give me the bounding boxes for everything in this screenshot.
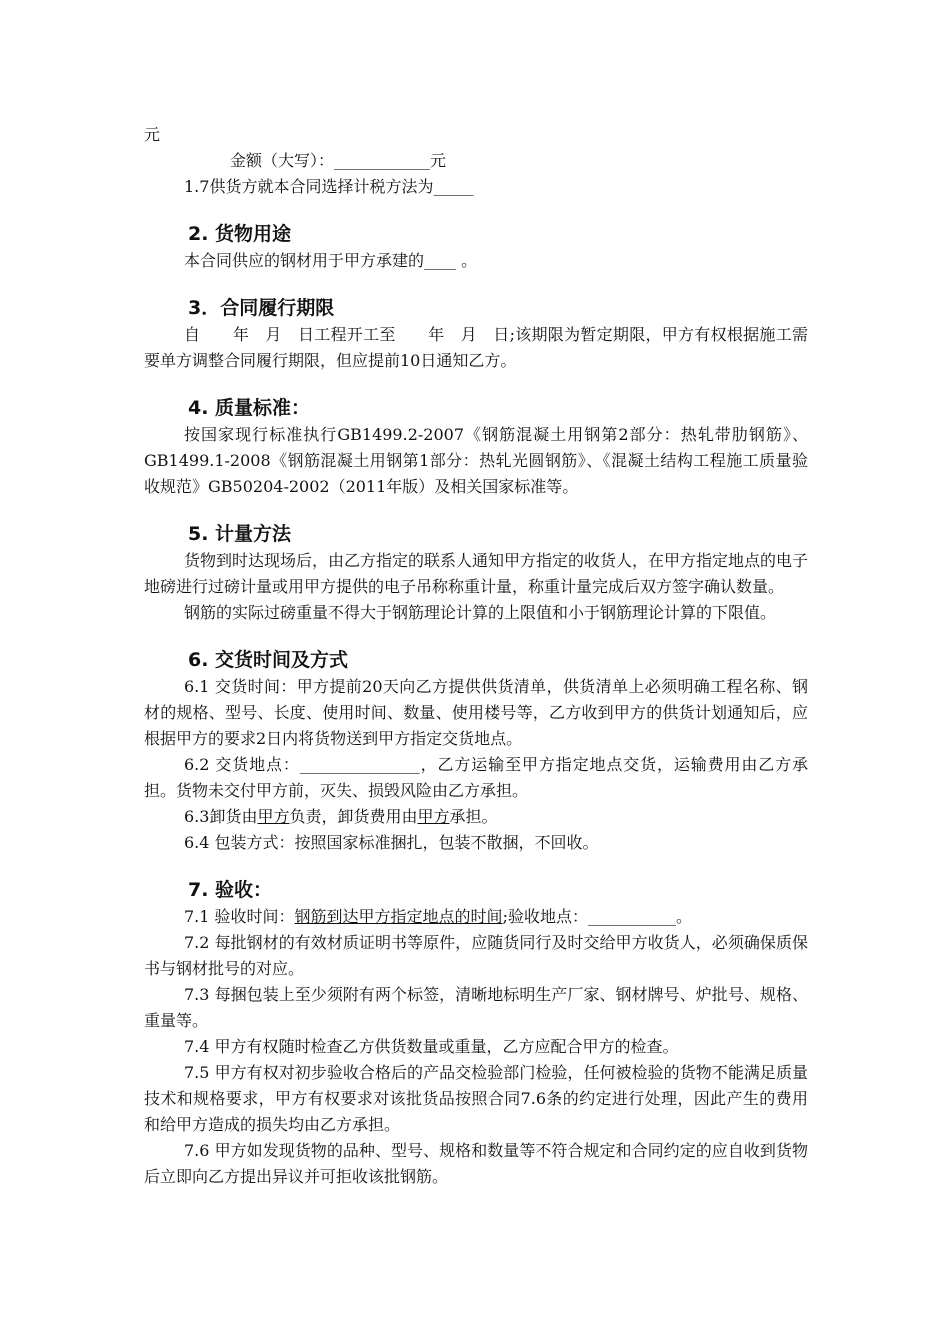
section-7-heading: 7. 验收： (188, 879, 273, 901)
clause-6-4: 6.4 包装方式：按照国家标准捆扎，包装不散捆，不回收。 (184, 833, 599, 852)
clause-6-2: 6.2 交货地点：_______________，乙方运输至甲方指定地点交货，运输费用由乙方承担。货物未交付甲方前，灭失、损毁风险由乙方承担。 (144, 755, 808, 800)
clause-7-4: 7.4 甲方有权随时检查乙方供货数量或重量，乙方应配合甲方的检查。 (184, 1037, 679, 1056)
clause-6-3-party-1: 甲方 (257, 807, 290, 826)
clause-7-5: 7.5 甲方有权对初步验收合格后的产品交检验部门检验，任何被检验的货物不能满足质量技术和规格要求，甲方有权要求对该批货品按照合同7.6条的约定进行处理，因此产生的费用和给甲方造成的损失均由乙方承担。 (144, 1063, 808, 1134)
section-4-heading: 4. 质量标准： (188, 397, 311, 419)
section-5-para-2: 钢筋的实际过磅重量不得大于钢筋理论计算的上限值和小于钢筋理论计算的下限值。 (184, 603, 777, 622)
tax-method-clause: 1.7供货方就本合同选择计税方法为_____ (184, 177, 474, 196)
clause-7-6: 7.6 甲方如发现货物的品种、型号、规格和数量等不符合规定和合同约定的应自收到货物后立即向乙方提出异议并可拒收该批钢筋。 (144, 1141, 808, 1186)
clause-7-1-location: ;验收地点：___________。 (502, 907, 692, 926)
currency-unit: 元 (144, 125, 161, 144)
clause-7-2: 7.2 每批钢材的有效材质证明书等原件，应随货同行及时交给甲方收货人，必须确保质保书与钢材批号的对应。 (144, 933, 808, 978)
clause-7-1-time: 钢筋到达甲方指定地点的时间 (294, 907, 503, 926)
section-3-text: 自 年 月 日工程开工至 年 月 日;该期限为暂定期限，甲方有权根据施工需要单方调整合同履行期限，但应提前10日通知乙方。 (144, 325, 808, 370)
clause-6-3-party-2: 甲方 (417, 807, 450, 826)
section-2-text: 本合同供应的钢材用于甲方承建的____ 。 (184, 251, 478, 270)
section-5-para-1: 货物到时达现场后，由乙方指定的联系人通知甲方指定的收货人，在甲方指定地点的电子地磅进行过磅计量或用甲方提供的电子吊称称重计量，称重计量完成后双方签字确认数量。 (144, 551, 809, 596)
section-3-heading: 3．合同履行期限 (188, 297, 335, 319)
clause-6-3 (144, 804, 808, 830)
contract-page (144, 122, 808, 1190)
clause-7-3: 7.3 每捆包装上至少须附有两个标签，清晰地标明生产厂家、钢材牌号、炉批号、规格、重量等。 (144, 985, 808, 1030)
section-2-heading: 2. 货物用途 (188, 223, 292, 245)
section-6-heading: 6. 交货时间及方式 (188, 649, 349, 671)
clause-6-1: 6.1 交货时间：甲方提前20天向乙方提供供货清单，供货清单上必须明确工程名称、钢材的规格、型号、长度、使用时间、数量、使用楼号等，乙方收到甲方的供货计划通知后，应根据甲方的要求2日内将货物送到甲方指定交货地点。 (144, 677, 808, 748)
clause-6-3-part-1: 6.3卸货由 (184, 807, 258, 826)
clause-7-1-label: 7.1 验收时间： (184, 907, 295, 926)
section-4-text: 按国家现行标准执行GB1499.2-2007《钢筋混凝土用钢第2部分：热轧带肋钢筋》、GB1499.1-2008《钢筋混凝土用钢第1部分：热轧光圆钢筋》、《混凝土结构工程施工质量验收规范》GB50204-2002（2011年版）及相关国家标准等。 (144, 425, 808, 496)
clause-7-1 (144, 904, 808, 930)
clause-6-3-part-2: 负责，卸货费用由 (289, 807, 418, 826)
clause-6-3-part-3: 承担。 (449, 807, 498, 826)
amount-in-words: 金额（大写）：____________元 (230, 151, 447, 170)
section-5-heading: 5. 计量方法 (188, 523, 292, 545)
